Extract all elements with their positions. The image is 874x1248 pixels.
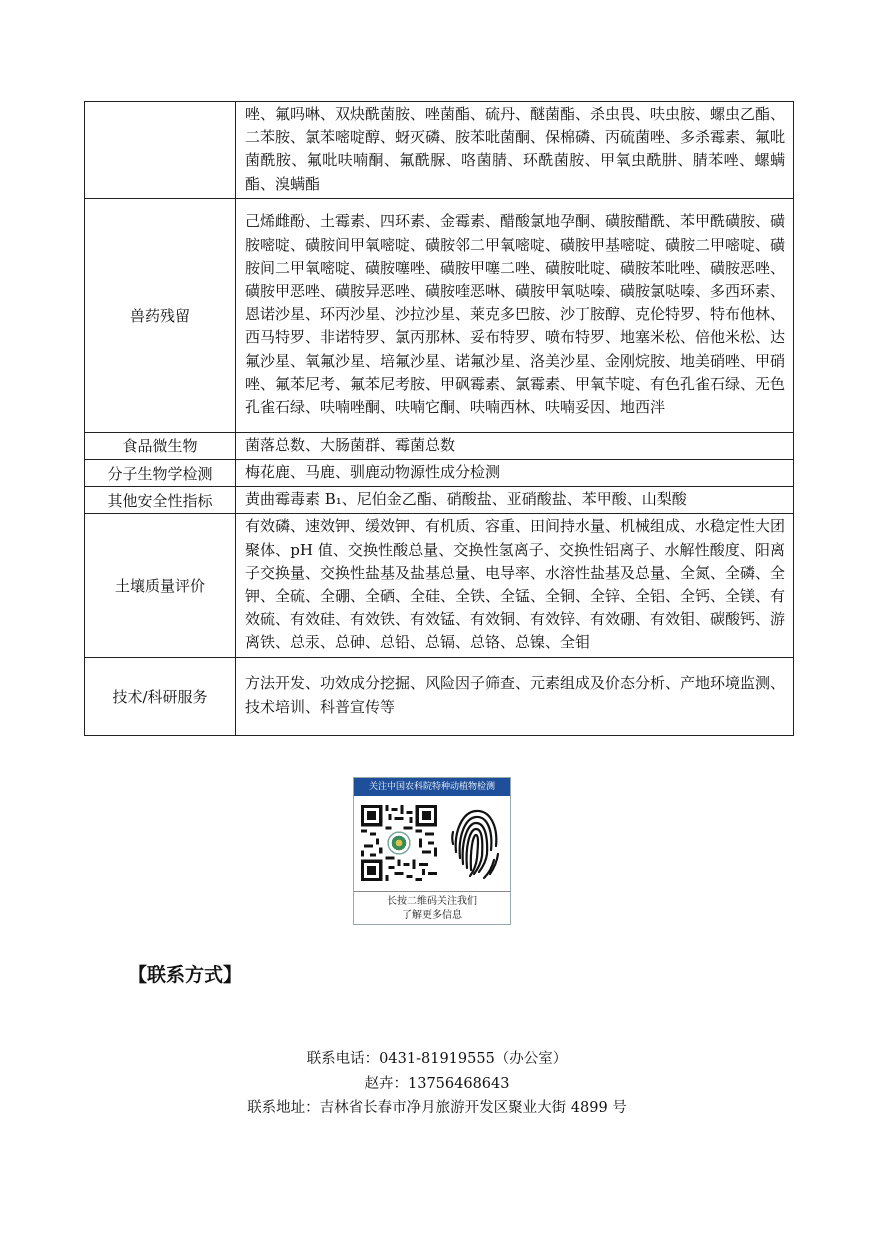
items-cell: 唑、氟吗啉、双炔酰菌胺、唑菌酯、硫丹、醚菌酯、杀虫畏、呋虫胺、螺虫乙酯、二苯胺、氯苯嘧啶醇、蚜灭磷、胺苯吡菌酮、保棉磷、丙硫菌唑、多杀霉素、氟吡菌酰胺、氟吡呋喃酮、氟酰脲、咯菌腈、环酰菌胺、甲氧虫酰肼、腈苯唑、螺螨酯、溴螨酯 (236, 102, 794, 199)
items-cell: 方法开发、功效成分挖掘、风险因子筛查、元素组成及价态分析、产地环境监测、技术培训、科普宣传等 (236, 657, 794, 735)
table-row (85, 460, 794, 487)
contact-phone: 联系电话：0431-81919555（办公室） (306, 1051, 568, 1067)
category-cell: 土壤质量评价 (85, 514, 236, 657)
category-cell (85, 102, 236, 199)
qr-caption-line: 了解更多信息 (402, 910, 462, 921)
qr-code-icon[interactable] (361, 805, 437, 881)
table-row (85, 487, 794, 514)
test-items-table (84, 101, 794, 736)
items-cell: 梅花鹿、马鹿、驯鹿动物源性成分检测 (236, 460, 794, 487)
qr-caption (354, 891, 510, 923)
contact-heading: 【联系方式】 (128, 964, 243, 986)
items-cell: 菌落总数、大肠菌群、霉菌总数 (236, 432, 794, 459)
qr-caption-line: 长按二维码关注我们 (387, 896, 477, 907)
contact-address: 联系地址：吉林省长春市净月旅游开发区聚业大街 4899 号 (247, 1100, 627, 1116)
table-row (85, 657, 794, 735)
items-cell: 黄曲霉毒素 B₁、尼伯金乙酯、硝酸盐、亚硝酸盐、苯甲酸、山梨酸 (236, 487, 794, 514)
table-row (85, 432, 794, 459)
table-row (85, 198, 794, 432)
contact-person: 赵卉：13756468643 (364, 1076, 510, 1092)
items-cell: 己烯雌酚、土霉素、四环素、金霉素、醋酸氯地孕酮、磺胺醋酰、苯甲酰磺胺、磺胺嘧啶、磺胺间甲氧嘧啶、磺胺邻二甲氧嘧啶、磺胺甲基嘧啶、磺胺二甲嘧啶、磺胺间二甲氧嘧啶、磺胺噻唑、磺胺甲噻二唑、磺胺吡啶、磺胺苯吡唑、磺胺恶唑、磺胺甲恶唑、磺胺异恶唑、磺胺喹恶啉、磺胺甲氧哒嗪、磺胺氯哒嗪、多西环素、恩诺沙星、环丙沙星、沙拉沙星、莱克多巴胺、沙丁胺醇、克伦特罗、特布他林、西马特罗、非诺特罗、氯丙那林、妥布特罗、喷布特罗、地塞米松、倍他米松、达氟沙星、氧氟沙星、培氟沙星、诺氟沙星、洛美沙星、金刚烷胺、地美硝唑、甲硝唑、氟苯尼考、氟苯尼考胺、甲砜霉素、氯霉素、甲氧苄啶、有色孔雀石绿、无色孔雀石绿、呋喃唑酮、呋喃它酮、呋喃西林、呋喃妥因、地西泮 (236, 198, 794, 432)
category-cell: 分子生物学检测 (85, 460, 236, 487)
qr-card-title: 关注中国农科院特种动植物检测 (354, 778, 510, 796)
qr-card (353, 777, 511, 925)
fingerprint-icon[interactable] (446, 802, 504, 884)
category-cell: 其他安全性指标 (85, 487, 236, 514)
category-cell: 兽药残留 (85, 198, 236, 432)
category-cell: 食品微生物 (85, 432, 236, 459)
items-cell: 有效磷、速效钾、缓效钾、有机质、容重、田间持水量、机械组成、水稳定性大团聚体、pH 值、交换性酸总量、交换性氢离子、交换性铝离子、水解性酸度、阳离子交换量、交换性盐基及盐基总量、电导率、水溶性盐基及总量、全氮、全磷、全钾、全硫、全硼、全硒、全硅、全铁、全锰、全铜、全锌、全铝、全钙、全镁、有效硫、有效硅、有效铁、有效锰、有效铜、有效锌、有效硼、有效钼、碳酸钙、游离铁、总汞、总砷、总铅、总镉、总铬、总镍、全钼 (236, 514, 794, 657)
category-cell: 技术/科研服务 (85, 657, 236, 735)
table-row (85, 514, 794, 657)
table-row (85, 102, 794, 199)
